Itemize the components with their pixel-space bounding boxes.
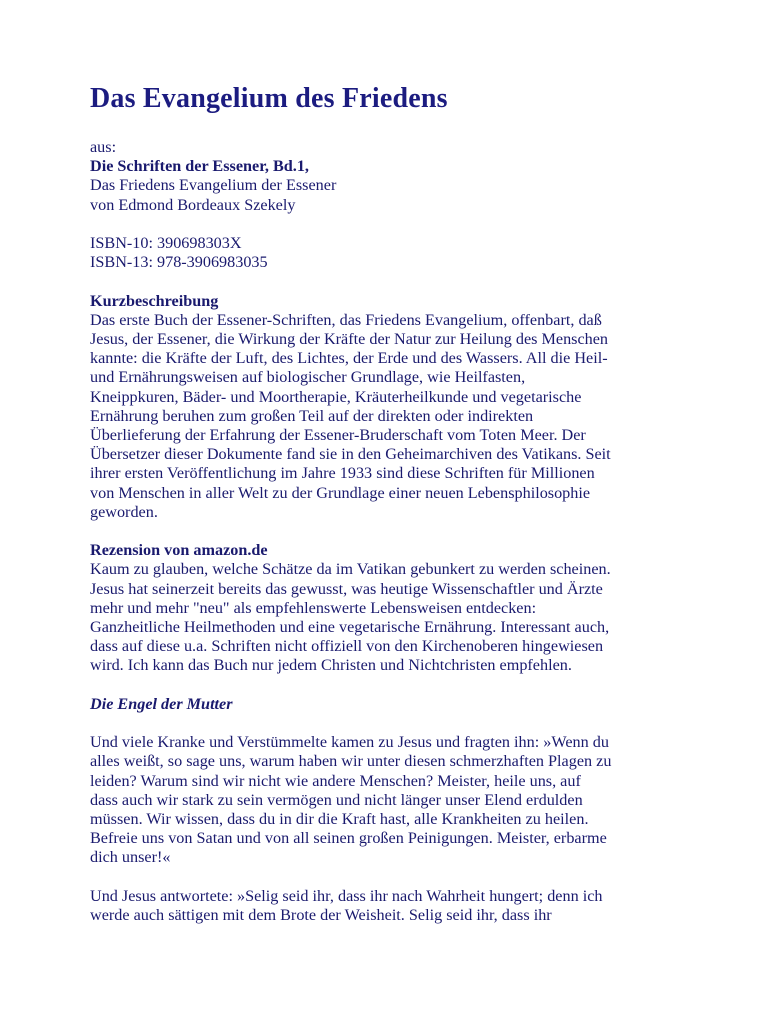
text-line: alles weißt, so sage uns, warum haben wir unter diesen schmerzhaften Plagen zu — [90, 752, 612, 771]
chapter-paragraph-1 — [90, 733, 730, 867]
text-line: Befreie uns von Satan und von all seinen großen Peinigungen. Meister, erbarme — [90, 829, 607, 848]
spacer — [90, 676, 730, 695]
text-line: von Menschen in aller Welt zu der Grundlage einer neuen Lebensphilosophie — [90, 483, 591, 502]
text-line: müssen. Wir wissen, dass du in dir die Kraft hast, alle Krankheiten zu heilen. — [90, 810, 589, 829]
chapter-section — [90, 695, 730, 925]
spacer — [90, 272, 730, 291]
text-line: ihrer ersten Veröffentlichung im Jahre 1933 sind diese Schriften für Millionen — [90, 464, 595, 483]
text-line: dich unser!« — [90, 848, 171, 867]
text-line: Überlieferung der Erfahrung der Essener-Bruderschaft vom Toten Meer. Der — [90, 426, 586, 445]
source-author: von Edmond Bordeaux Szekely — [90, 195, 296, 214]
document-title: Das Evangelium des Friedens — [90, 83, 448, 114]
chapter-paragraph-2 — [90, 887, 730, 925]
text-line: Ganzheitliche Heilmethoden und eine vegetarische Ernährung. Interessant auch, — [90, 618, 610, 637]
text-line: Und Jesus antwortete: »Selig seid ihr, dass ihr nach Wahrheit hungert; denn ich — [90, 886, 603, 905]
text-line: wird. Ich kann das Buch nur jedem Christen und Nichtchristen empfehlen. — [90, 656, 572, 675]
text-line: und Ernährungsweisen auf biologischer Grundlage, wie Heilfasten, — [90, 368, 526, 387]
chapter-heading: Die Engel der Mutter — [90, 694, 233, 713]
text-line: dass auch wir stark zu sein vermögen und nicht länger unser Elend erdulden — [90, 790, 583, 809]
spacer — [90, 522, 730, 541]
kurzbeschreibung-section — [90, 292, 730, 522]
text-line: leiden? Warum sind wir nicht wie andere Menschen? Meister, heile uns, auf — [90, 771, 581, 790]
document-page — [90, 82, 730, 925]
text-line: werde auch sättigen mit dem Brote der Weisheit. Selig seid ihr, dass ihr — [90, 906, 552, 925]
source-block — [90, 138, 730, 215]
text-line: Jesus hat seinerzeit bereits das gewusst, was heutige Wissenschaftler und Ärzte — [90, 579, 603, 598]
source-subtitle: Das Friedens Evangelium der Essener — [90, 176, 337, 195]
isbn-13: ISBN-13: 978-3906983035 — [90, 253, 268, 272]
section-heading: Rezension von amazon.de — [90, 541, 268, 560]
spacer — [90, 714, 730, 733]
source-series: Die Schriften der Essener, Bd.1, — [90, 157, 309, 176]
text-line: kannte: die Kräfte der Luft, des Lichtes, der Erde und des Wassers. All die Heil- — [90, 349, 608, 368]
text-line: Kneippkuren, Bäder- und Moortherapie, Kräuterheilkunde und vegetarische — [90, 387, 582, 406]
text-line: Ernährung beruhen zum großen Teil auf der direkten oder indirekten — [90, 406, 534, 425]
text-line: Und viele Kranke und Verstümmelte kamen zu Jesus und fragten ihn: »Wenn du — [90, 733, 609, 752]
text-line: Kaum zu glauben, welche Schätze da im Vatikan gebunkert zu werden scheinen. — [90, 560, 611, 579]
isbn-10: ISBN-10: 390698303X — [90, 234, 242, 252]
text-line: mehr und mehr "neu" als empfehlenswerte Lebensweisen entdecken: — [90, 598, 537, 617]
section-heading: Kurzbeschreibung — [90, 291, 219, 310]
spacer — [90, 215, 730, 234]
text-line: Jesus, der Essener, die Wirkung der Kräfte der Natur zur Heilung des Menschen — [90, 330, 609, 348]
source-prefix: aus: — [90, 138, 117, 156]
text-line: Übersetzer dieser Dokumente fand sie in den Geheimarchiven des Vatikans. Seit — [90, 445, 611, 464]
isbn-block — [90, 234, 730, 272]
rezension-section — [90, 541, 730, 675]
text-line: dass auf diese u.a. Schriften nicht offiziell von den Kirchenoberen hingewiesen — [90, 637, 604, 656]
text-line: Das erste Buch der Essener-Schriften, das Friedens Evangelium, offenbart, daß — [90, 310, 602, 329]
text-line: geworden. — [90, 502, 158, 521]
spacer — [90, 868, 730, 887]
